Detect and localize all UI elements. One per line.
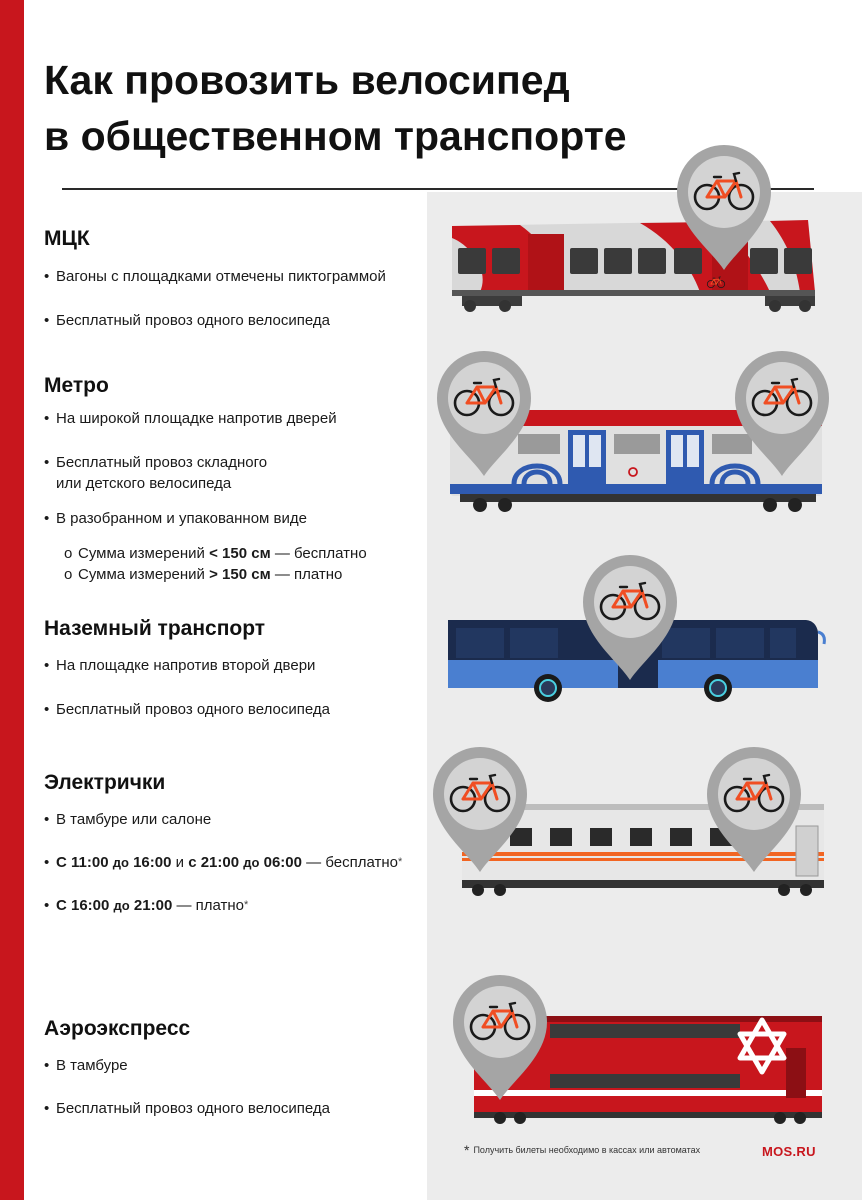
metro-train-illustration bbox=[437, 351, 829, 512]
word-to-3: до bbox=[113, 898, 130, 913]
bullet-mck-1: • Вагоны с площадками отмечены пиктограммой bbox=[44, 266, 424, 287]
section-title-mck: МЦК bbox=[44, 227, 90, 250]
bus-illustration bbox=[448, 555, 824, 702]
brand-logo-text: MOS.RU bbox=[762, 1144, 816, 1159]
footnote-asterisk: * bbox=[464, 1142, 470, 1158]
sub-small-post: — бесплатно bbox=[274, 545, 367, 562]
footnote-text: Получить билеты необходимо в кассах или автоматах bbox=[473, 1145, 701, 1155]
sub-large-size: > 150 см bbox=[209, 566, 271, 583]
word-to-1: до bbox=[112, 855, 129, 870]
sub-large-pre: Сумма измерений bbox=[78, 566, 205, 583]
section-title-aeroexpress: Аэроэкспресс bbox=[44, 1017, 191, 1040]
page-title-line-2: в общественном транспорте bbox=[44, 113, 627, 159]
word-and: и bbox=[175, 854, 185, 871]
aeroexpress-illustration bbox=[453, 975, 822, 1124]
section-title-ground: Наземный транспорт bbox=[44, 617, 266, 640]
bullet-ground-1: • На площадке напротив второй двери bbox=[44, 655, 424, 676]
sub-large-post: — платно bbox=[274, 566, 343, 583]
asterisk-2: * bbox=[244, 899, 249, 911]
bullet-metro-3: • В разобранном и упакованном виде bbox=[44, 508, 424, 529]
time-11: С 11:00 bbox=[56, 854, 109, 871]
sub-small-size: < 150 см bbox=[209, 545, 271, 562]
elektrichka-illustration bbox=[433, 747, 824, 896]
bullet-elektrichki-1: • В тамбуре или салоне bbox=[44, 809, 424, 830]
paid-label: — платно bbox=[176, 897, 245, 914]
bullet-aeroexpress-1: • В тамбуре bbox=[44, 1055, 424, 1076]
bullet-ground-2: • Бесплатный провоз одного велосипеда bbox=[44, 699, 424, 720]
section-title-metro: Метро bbox=[44, 374, 109, 397]
time-06: 06:00 bbox=[263, 854, 302, 871]
bullet-mck-2: • Бесплатный провоз одного велосипеда bbox=[44, 310, 424, 331]
bullet-metro-2-line-2: или детского велосипеда bbox=[56, 475, 232, 492]
time-16: 16:00 bbox=[133, 854, 172, 871]
bullet-metro-2-line-1: • Бесплатный провоз складного bbox=[56, 454, 268, 471]
time-21: с 21:00 bbox=[188, 854, 240, 871]
section-title-elektrichki: Электрички bbox=[44, 771, 166, 794]
sub-small-pre: Сумма измерений bbox=[78, 545, 205, 562]
asterisk-1: * bbox=[398, 856, 403, 868]
mck-train-illustration bbox=[452, 145, 815, 312]
time-16b: С 16:00 bbox=[56, 897, 110, 914]
page-title-line-1: Как провозить велосипед bbox=[44, 57, 570, 103]
bullet-aeroexpress-2: • Бесплатный провоз одного велосипеда bbox=[44, 1098, 424, 1119]
word-to-2: до bbox=[243, 855, 260, 870]
bullet-metro-1: • На широкой площадке напротив дверей bbox=[44, 408, 424, 429]
free-label: — бесплатно bbox=[306, 854, 398, 871]
time-21b: 21:00 bbox=[133, 897, 173, 914]
